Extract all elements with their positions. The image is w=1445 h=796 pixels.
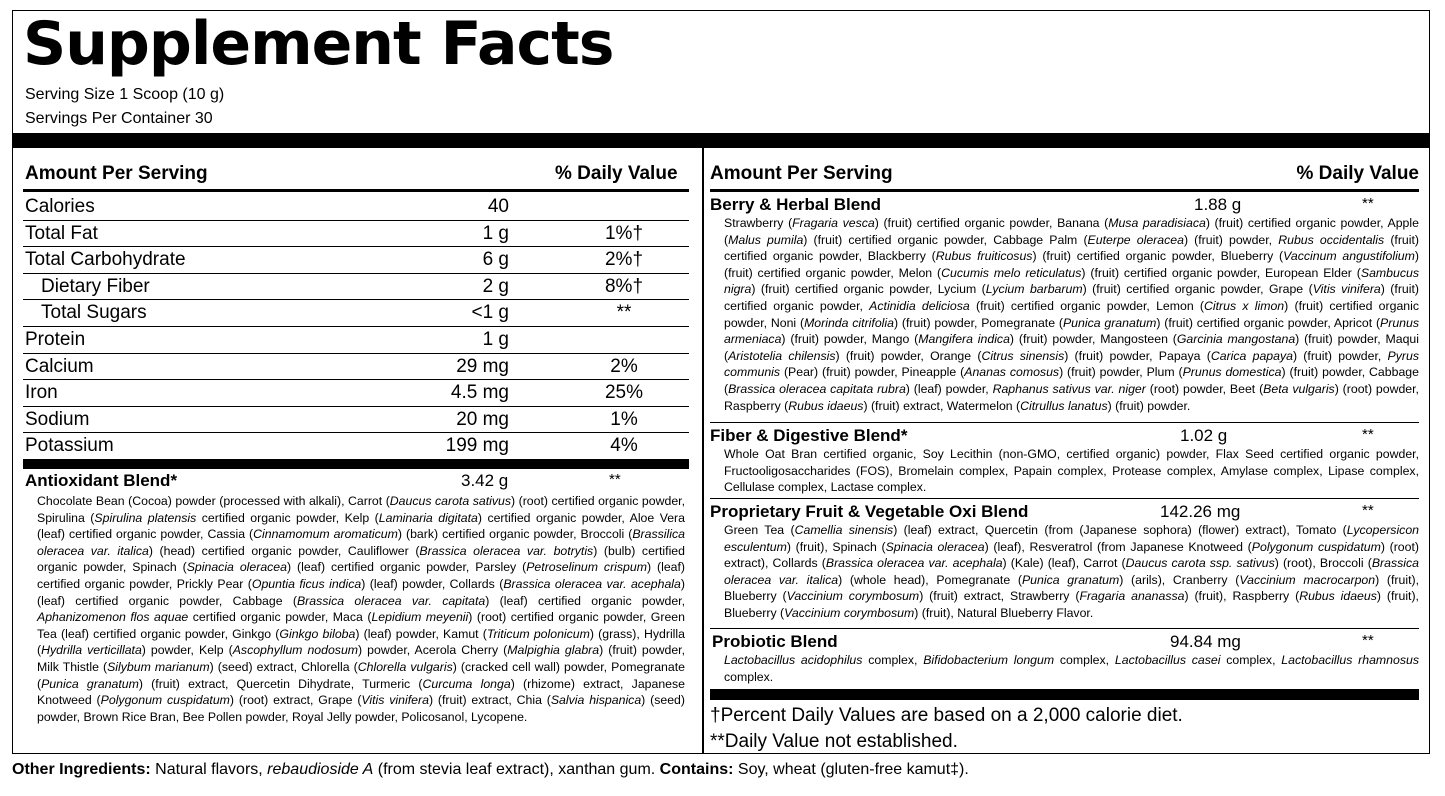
nutrient-name: Calories	[25, 196, 95, 217]
nutrient-name: Total Carbohydrate	[25, 249, 186, 271]
blend-name: Fiber & Digestive Blend*	[710, 426, 908, 445]
nutrient-row	[23, 246, 689, 274]
nutrient-row	[23, 379, 689, 407]
servings-per-container: Servings Per Container 30	[25, 110, 213, 127]
blend-dv: **	[1362, 195, 1374, 212]
other-ingredients-text: Natural flavors, rebaudioside A (from stevia leaf extract), xanthan gum.	[150, 761, 660, 778]
header-rule	[23, 189, 689, 192]
nutrient-name: Calcium	[25, 355, 94, 377]
blend-ingredients: Strawberry (Fragaria vesca) (fruit) certified organic powder, Banana (Musa paradisiaca) (fruit) certified organic powder, Apple (Malus pumila) (fruit) certified organic powder, Cabbage Palm (Euterpe oleracea) (fruit) powder, Rubus occidentalis (fruit) certified organic powder, Blackberry (Rubus fruiticosus) (fruit) certified organic powder, Blueberry (Vaccinum angustifolium) (fruit) certified organic powder, Melon (Cucumis melo reticulatus) (fruit) certified organic powder, European Elder (Sambucus nigra) (fruit) certified organic powder, Lycium (Lycium barbarum) (fruit) certified organic powder, Grape (Vitis vinifera) (fruit) certified organic powder, Actinidia deliciosa (fruit) certified organic powder, Lemon (Citrus x limon) (fruit) certified organic powder, Noni (Morinda citrifolia) (fruit) powder, Pomegranate (Punica granatum) (fruit) certified organic powder, Apricot (Prunus armeniaca) (fruit) powder, Mango (Mangifera indica) (fruit) powder, Mangosteen (Garcinia mangostana) (fruit) powder, Maqui (Aristotelia chilensis) (fruit) powder, Orange (Citrus sinensis) (fruit) powder, Papaya (Carica papaya) (fruit) powder, Pyrus communis (Pear) (fruit) powder, Pineapple (Ananas comosus) (fruit) powder, Plum (Prunus domestica) (fruit) powder, Cabbage (Brassica oleracea capitata rubra) (leaf) powder, Raphanus sativus var. niger (root) powder, Beet (Beta vulgaris) (root) powder, Raspberry (Rubus idaeus) (fruit) extract, Watermelon (Citrullus lanatus) (fruit) powder.	[724, 216, 1420, 413]
blend-separator	[710, 422, 1419, 423]
nutrient-row	[23, 273, 689, 301]
nutrient-amount: 1 g	[482, 222, 509, 244]
amount-per-serving-header-right: Amount Per Serving	[710, 163, 893, 184]
right-column	[710, 147, 1419, 753]
nutrient-row	[23, 299, 689, 327]
nutrient-daily-value: 2%†	[604, 249, 644, 271]
nutrient-row	[23, 432, 689, 459]
blend-ingredients: Lactobacillus acidophilus complex, Bifidobacterium longum complex, Lactobacillus casei complex, Lactobacillus rhamnosus complex.	[724, 653, 1419, 684]
nutrient-amount: 4.5 mg	[450, 382, 509, 404]
nutrient-row	[23, 406, 689, 434]
blend-separator	[710, 498, 1419, 499]
top-thick-bar	[13, 133, 1429, 148]
nutrient-name: Dietary Fiber	[41, 275, 150, 297]
nutrient-daily-value: **	[616, 302, 632, 324]
other-ingredients-label: Other Ingredients:	[12, 761, 151, 778]
contains-label: Contains:	[659, 761, 734, 778]
blend-amount: 1.02 g	[1180, 426, 1228, 445]
amount-per-serving-header: Amount Per Serving	[25, 163, 208, 184]
nutrient-daily-value: 4%	[610, 435, 638, 457]
supplement-facts-panel	[12, 10, 1430, 754]
nutrient-daily-value: 2%	[610, 355, 638, 377]
header-rule-right	[710, 189, 1419, 192]
antioxidant-blend-ingredients: Chocolate Bean (Cocoa) powder (processed with alkali), Carrot (Daucus carota sativus) (root) certified organic powder, Spirulina (Spirulina platensis certified organic powder, Kelp (Laminaria digitata) certified organic powder, Aloe Vera (leaf) certified organic powder, Cassia (Cinnamomum aromaticum) (bark) certified organic powder, Broccoli (Brassilica oleracea var. italica) (head) certified organic powder, Cauliflower (Brassica oleracea var. botrytis) (bulb) certified organic powder, Spinach (Spinacia oleracea) (leaf) certified organic powder, Parsley (Petroselinum crispum) (leaf) certified organic powder, Prickly Pear (Opuntia ficus indica) (leaf) powder, Collards (Brassica oleracea var. acephala) (leaf) certified organic powder, Cabbage (Brassica oleracea var. capitata) (leaf) certified organic powder, Aphanizomenon flos aquae certified organic powder, Maca (Lepidium meyenii) (root) certified organic powder, Green Tea (leaf) certified organic powder, Ginkgo (Ginkgo biloba) (leaf) powder, Kamut (Triticum polonicum) (grass), Hydrilla (Hydrilla verticillata) powder, Kelp (Ascophyllum nodosum) powder, Acerola Cherry (Malpighia glabra) (fruit) powder, Milk Thistle (Silybum marianum) (seed) extract, Chlorella (Chlorella vulgaris) (cracked cell wall) powder, Pomegranate (Punica granatum) (fruit) extract, Quercetin Dihydrate, Turmeric (Curcuma longa) (rhizome) extract, Japanese Knotweed (Polygonum cuspidatum) (root) extract, Grape (Vitis vinifera) (fruit) extract, Chia (Salvia hispanica) (seed) powder, Brown Rice Bran, Bee Pollen powder, Royal Jelly powder, Policosanol, Lycopene.	[37, 494, 686, 724]
mid-thick-bar	[23, 459, 689, 469]
nutrient-name: Protein	[25, 329, 86, 350]
daily-value-header-right: % Daily Value	[1296, 163, 1419, 184]
nutrient-row	[23, 326, 689, 354]
blend-amount: 94.84 mg	[1170, 632, 1241, 651]
nutrient-row	[23, 353, 689, 381]
blend-amount: 1.88 g	[1194, 195, 1242, 214]
blend-dv: **	[1362, 426, 1374, 443]
column-divider	[702, 147, 704, 753]
nutrient-name: Sodium	[25, 408, 90, 430]
footnote-not-established: **Daily Value not established.	[710, 731, 958, 752]
contains-text: Soy, wheat (gluten-free kamut‡).	[733, 761, 969, 778]
antioxidant-blend-name: Antioxidant Blend*	[25, 471, 178, 490]
blend-amount: 142.26 mg	[1160, 502, 1241, 521]
serving-size: Serving Size 1 Scoop (10 g)	[25, 86, 225, 103]
nutrient-amount: 29 mg	[456, 355, 509, 377]
blend-ingredients: Green Tea (Camellia sinensis) (leaf) extract, Quercetin (from (Japanese sophora) (flower) extract), Tomato (Lycopersicon esculentum) (fruit), Spinach (Spinacia oleracea) (leaf), Resveratrol (from Japanese Knotweed (Polygonum cuspidatum) (root) extract), Collards (Brassica oleracea var. acephala) (Kale) (leaf), Carrot (Daucus carota ssp. sativus) (root), Broccoli (Brassica oleracea var. italica) (whole head), Pomegranate (Punica granatum) (arils), Cranberry (Vaccinium macrocarpon) (fruit), Blueberry (Vaccinium corymbosum) (fruit) extract, Strawberry (Fragaria ananassa) (fruit), Raspberry (Rubus idaeus) (fruit), Blueberry (Vaccinium corymbosum) (fruit), Natural Blueberry Flavor.	[724, 523, 1420, 620]
nutrient-amount: 199 mg	[445, 435, 509, 457]
blend-dv: **	[1362, 502, 1374, 519]
nutrient-row	[23, 193, 689, 221]
nutrient-row	[23, 220, 689, 248]
other-ingredients	[12, 761, 969, 779]
nutrient-daily-value: 8%†	[604, 275, 644, 297]
nutrient-amount: 40	[487, 196, 509, 217]
antioxidant-blend-dv: **	[609, 471, 621, 488]
nutrient-amount: 6 g	[482, 249, 509, 271]
nutrient-daily-value: 1%†	[604, 222, 644, 244]
left-column	[23, 147, 689, 753]
blend-name: Proprietary Fruit & Vegetable Oxi Blend	[710, 502, 1029, 521]
panel-title: Supplement Facts	[23, 9, 614, 79]
nutrient-name: Iron	[25, 382, 58, 404]
blend-name: Berry & Herbal Blend	[710, 195, 881, 214]
daily-value-header: % Daily Value	[555, 163, 678, 184]
nutrient-name: Total Sugars	[41, 302, 147, 324]
nutrient-amount: 20 mg	[456, 408, 509, 430]
nutrient-amount: 1 g	[482, 329, 509, 350]
nutrient-name: Potassium	[25, 435, 114, 457]
nutrient-daily-value: 25%	[604, 382, 644, 404]
bottom-thick-bar	[710, 689, 1419, 700]
blend-name: Probiotic Blend	[712, 632, 838, 651]
nutrient-name: Total Fat	[25, 222, 98, 244]
blend-separator	[710, 628, 1419, 629]
nutrient-daily-value: 1%	[610, 408, 638, 430]
blend-dv: **	[1362, 632, 1374, 649]
footnote-percent-dv: †Percent Daily Values are based on a 2,000 calorie diet.	[710, 705, 1183, 726]
nutrient-amount: 2 g	[482, 275, 509, 297]
antioxidant-blend-amount: 3.42 g	[461, 471, 509, 490]
blend-ingredients: Whole Oat Bran certified organic, Soy Lecithin (non-GMO, certified organic) powder, Flax Seed certified organic powder, Fructooligosaccharides (FOS), Bromelain complex, Papain complex, Protease complex, Amylase complex, Lipase complex, Cellulase complex, Lactase complex.	[724, 447, 1419, 495]
nutrient-amount: <1 g	[471, 302, 509, 324]
